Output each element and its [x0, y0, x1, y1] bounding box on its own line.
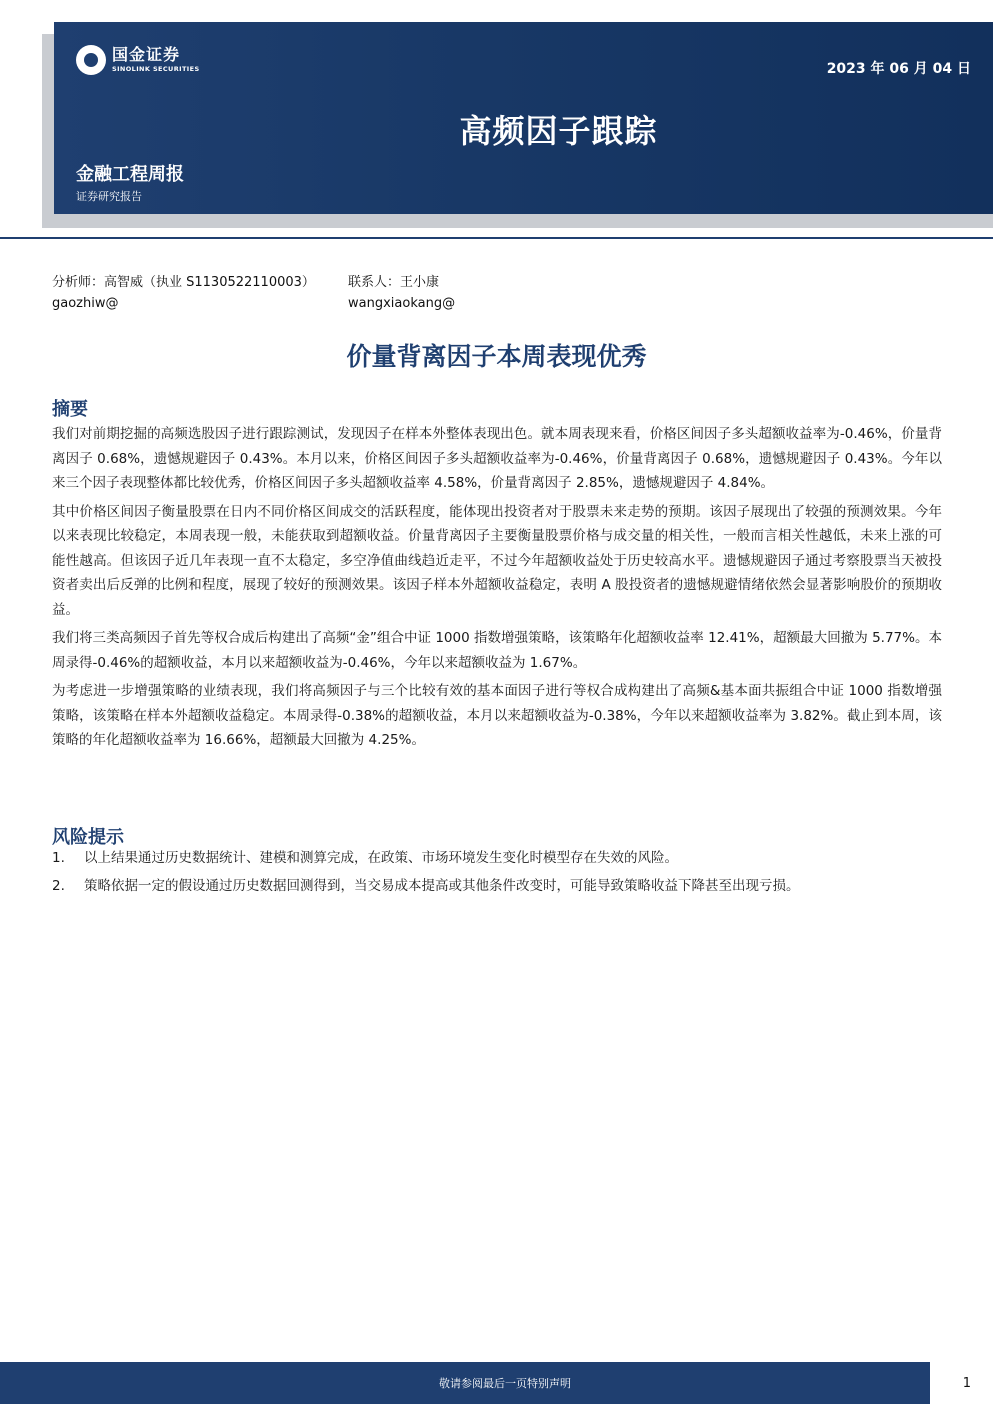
risk-list [52, 846, 942, 901]
risk-text: 以上结果通过历史数据统计、建模和测算完成，在政策、市场环境发生变化时模型存在失效的风险。 [84, 850, 678, 866]
summary-paragraph: 我们将三类高频因子首先等权合成后构建出了高频“金”组合中证 1000 指数增强策略，该策略年化超额收益率 12.41%，超额最大回撤为 5.77%。本周录得-0.46%的超额收益，本月以来超额收益为-0.46%，今年以来超额收益为 1.67%。 [52, 630, 942, 671]
logo-mark-icon [76, 45, 106, 75]
analyst-email: gaozhiw@ [52, 296, 119, 311]
report-date: 2023 年 06 月 04 日 [826, 61, 971, 77]
header-divider [0, 237, 993, 239]
footer-bar [0, 1362, 930, 1404]
logo-en: SINOLINK SECURITIES [112, 65, 200, 74]
risk-number: 2. [52, 877, 65, 894]
contact-line: 联系人：王小康 [348, 275, 440, 290]
summary-paragraph: 我们对前期挖掘的高频选股因子进行跟踪测试，发现因子在样本外整体表现出色。就本周表现来看，价格区间因子多头超额收益率为-0.46%，价量背离因子 0.68%，遗憾规避因子 0.43%。本月以来，价格区间因子多头超额收益率为-0.46%，价量背离因子 0.68%，遗憾规避因子 0.43%。今年以来三个因子表现整体都比较优秀，价格区间因子多头超额收益率 4.58%，价量背离因子 2.85%，遗憾规避因子 4.84%。 [52, 426, 942, 491]
report-header [54, 22, 993, 214]
page-number: 1 [962, 1376, 971, 1391]
report-type: 金融工程周报 [76, 164, 184, 185]
analyst-info [52, 272, 315, 314]
summary-body [52, 422, 942, 757]
summary-title: 摘要 [52, 399, 88, 420]
list-item [52, 874, 942, 899]
risk-text: 策略依据一定的假设通过历史数据回测得到，当交易成本提高或其他条件改变时，可能导致策略收益下降甚至出现亏损。 [84, 877, 800, 894]
risk-title: 风险提示 [52, 827, 124, 848]
summary-paragraph: 其中价格区间因子衡量股票在日内不同价格区间成交的活跃程度，能体现出投资者对于股票未来走势的预期。该因子展现出了较强的预测效果。今年以来表现比较稳定，本周表现一般，未能获取到超额收益。价量背离因子主要衡量股票价格与成交量的相关性，一般而言相关性越低，未来上涨的可能性越高。但该因子近几年表现一直不太稳定，多空净值曲线趋近走平，不过今年超额收益处于历史较高水平。遗憾规避因子通过考察股票当天被投资者卖出后反弹的比例和程度，展现了较好的预测效果。该因子样本外超额收益稳定，表明 A 股投资者的遗憾规避情绪依然会显著影响股价的预期收益。 [52, 503, 942, 618]
summary-paragraph: 为考虑进一步增强策略的业绩表现，我们将高频因子与三个比较有效的基本面因子进行等权合成构建出了高频&基本面共振组合中证 1000 指数增强策略，该策略在样本外超额收益稳定。本周录得-0.38%的超额收益，本月以来超额收益为-0.38%，今年以来超额收益率为 3.82%。截止到本周，该策略的年化超额收益率为 16.66%，超额最大回撤为 4.25%。 [52, 683, 942, 748]
contact-info [348, 272, 455, 314]
report-title: 高频因子跟踪 [459, 112, 658, 150]
report-subtitle: 证券研究报告 [76, 190, 142, 203]
risk-number: 1. [52, 850, 65, 866]
contact-email: wangxiaokang@ [348, 296, 456, 311]
analyst-line: 分析师：高智威（执业 S1130522110003） [52, 275, 315, 290]
logo-cn: 国金证券 [112, 45, 181, 65]
company-logo [76, 43, 200, 77]
footer-notice: 敬请参阅最后一页特别声明 [439, 1377, 571, 1390]
list-item [52, 846, 942, 871]
headline: 价量背离因子本周表现优秀 [346, 342, 647, 371]
